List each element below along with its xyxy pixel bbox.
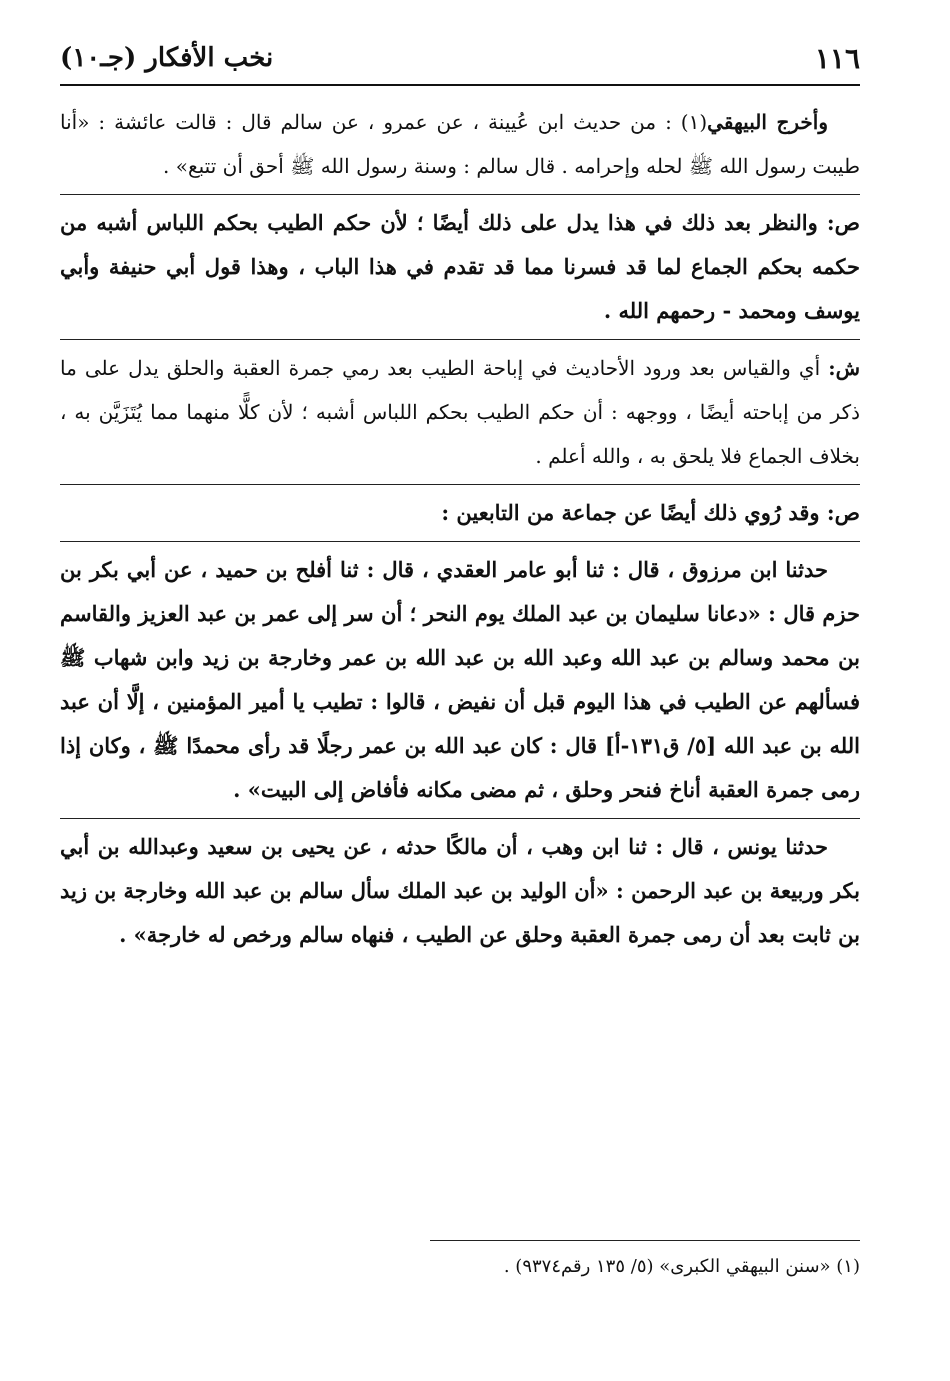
section-divider — [60, 194, 860, 195]
paragraph-text: أي والقياس بعد ورود الأحاديث في إباحة الطيب بعد رمي جمرة العقبة والحلق يدل على ما ذكر من إباحته أيضًا ، ووجهه : أن حكم الطيب بحكم اللباس أشبه ؛ لأن كلًّا منهما مما يُتَزَيَّن به ، بخلاف الجماع فلا يلحق به ، والله أعلم . — [60, 356, 860, 468]
section-divider — [60, 339, 860, 340]
section-divider — [60, 541, 860, 542]
paragraph-sad-reasoning: ص: والنظر بعد ذلك في هذا يدل على ذلك أيضًا ؛ لأن حكم الطيب بحكم اللباس أشبه من حكمه بحكم الجماع لما قد فسرنا مما قد تقدم في هذا الباب ، وهذا قول أبي حنيفة وأبي يوسف ومحمد - رحمهم الله . — [60, 210, 860, 323]
header-rule — [60, 84, 860, 86]
page-number: ١١٦ — [814, 41, 860, 75]
paragraph-text: (١) : من حديث ابن عُيينة ، عن عمرو ، عن سالم قال : قالت عائشة : «أنا طيبت رسول الله ﷺ لحله وإحرامه . قال سالم : وسنة رسول الله ﷺ أحق أن تتبع» . — [60, 110, 860, 178]
paragraph-hadith-marzuq: حدثنا ابن مرزوق ، قال : ثنا أبو عامر العقدي ، قال : ثنا أفلح بن حميد ، عن أبي بكر بن حزم قال : «دعانا سليمان بن عبد الملك يوم النحر ؛ أن سر إلى عمر بن عبد العزيز والقاسم بن محمد وسالم بن عبد الله وعبد الله بن عبد الله بن عمر وخارجة بن زيد وابن شهاب ﷺ فسألهم عن الطيب في هذا اليوم قبل أن نفيض ، قالوا : تطيب يا أمير المؤمنين ، إلَّا أن عبد الله بن عبد الله [٥/ ق١٣١-أ] قال : كان عبد الله بن عمر رجلًا قد رأى محمدًا ﷺ ، وكان إذا رمى جمرة العقبة أناخ فنحر وحلق ، ثم مضى مكانه فأفاض إلى البيت» . — [60, 557, 860, 802]
page-header — [60, 38, 860, 78]
paragraph-lead: ش: — [828, 356, 860, 380]
running-title: نخب الأفكار (جـ١٠) — [60, 43, 274, 73]
paragraph-bayhaqi — [60, 100, 860, 188]
section-divider — [60, 484, 860, 485]
paragraph-sad-tabiin: ص: وقد رُوي ذلك أيضًا عن جماعة من التابعين : — [441, 500, 860, 525]
footnote: (١) «سنن البيهقي الكبرى» (٥/ ١٣٥ رقم٩٣٧٤) . — [503, 1256, 860, 1277]
paragraph-sheen-commentary — [60, 346, 860, 478]
body-text — [60, 100, 860, 957]
section-divider — [60, 818, 860, 819]
paragraph-lead: وأخرج البيهقي — [707, 110, 829, 134]
paragraph-hadith-yunus: حدثنا يونس ، قال : ثنا ابن وهب ، أن مالكًا حدثه ، عن يحيى بن سعيد وعبدالله بن أبي بكر وربيعة بن عبد الرحمن : «أن الوليد بن عبد الملك سأل سالم بن عبد الله وخارجة بن زيد بن ثابت بعد أن رمى جمرة العقبة وحلق عن الطيب ، فنهاه سالم ورخص له خارجة» . — [60, 834, 860, 947]
footnote-rule — [430, 1240, 860, 1241]
